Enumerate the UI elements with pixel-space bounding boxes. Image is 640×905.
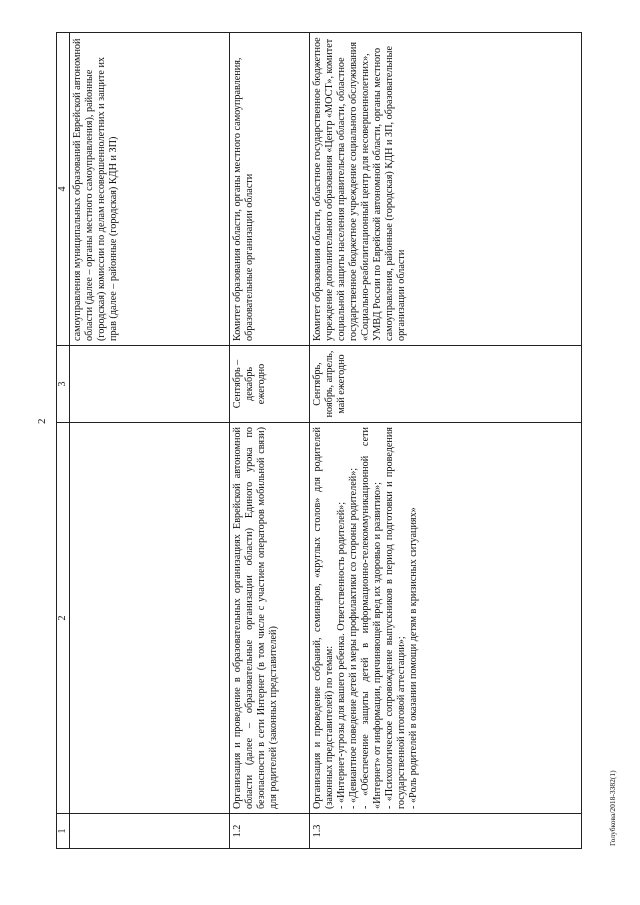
topic-item: - «Интернет-угрозы для вашего ребенка. Ответственность родителей»; xyxy=(335,501,347,809)
topics-intro: Организация и проведение собраний, семинаров, «круглых столов» для родителей (законных представителей) по темам: xyxy=(311,427,335,809)
table-header-row xyxy=(57,33,70,849)
column-header-2: 2 xyxy=(57,423,70,814)
table-cell-executors: Комитет образования области, областное государственное бюджетное учреждение дополнительного образования «Центр «МОСТ», комитет социальной защиты населения правительства области, областное государственное бюджетное учреждение социального обслуживания «Социально-реабилитационный центр для несовершеннолетних», УМВД России по Еврейской автономной области, органы местного самоуправления, районные (городская) КДН и ЗП, образовательные организации области xyxy=(309,33,581,346)
measures-table xyxy=(56,32,582,849)
table-cell-executors-continued: самоуправления муниципальных образований Еврейской автономной области (далее – органы местного самоуправления), районные (городская) комиссии по делам несовершеннолетних и защите их прав (далее – районные (городская) КДН и ЗП) xyxy=(69,33,229,346)
table-row xyxy=(309,33,581,849)
column-header-1: 1 xyxy=(57,814,70,849)
table-cell-period xyxy=(69,346,229,423)
table-cell-description xyxy=(309,423,581,814)
page-number: 2 xyxy=(36,418,48,424)
topic-item: - «Роль родителей в оказании помощи детям в кризисных ситуациях» xyxy=(408,507,420,809)
rotated-page-content xyxy=(56,37,590,849)
column-header-3: 3 xyxy=(57,346,70,423)
table-cell-description: Организация и проведение в образовательных организациях Еврейской автономной области (далее – образовательные организации области) Единого урока по безопасности в сети Интернет (в том числе с участием операторов мобильной связи) для родителей (законных представителей) xyxy=(229,423,309,814)
table-cell-executors: Комитет образования области, органы местного самоуправления, образовательные организации области xyxy=(229,33,309,346)
column-header-4: 4 xyxy=(57,33,70,346)
topic-item: - «Психологическое сопровождение выпускников в период подготовки и проведения государственной итоговой аттестации»; xyxy=(383,427,408,809)
table-cell-description xyxy=(69,423,229,814)
footer-document-code: Голубкова/2018-3382(1) xyxy=(608,770,617,846)
table-cell-period: Сентябрь, ноябрь, апрель, май ежегодно xyxy=(309,346,581,423)
table-cell-period: Сентябрь – декабрь ежегодно xyxy=(229,346,309,423)
table-row xyxy=(229,33,309,849)
table-cell-num: 1.3 xyxy=(309,814,581,849)
table-row xyxy=(69,33,229,849)
topic-item: - «Девиантное поведение детей и меры профилактики со стороны родителей»; xyxy=(347,467,359,809)
topic-item: - «Обеспечение защиты детей в информационно-телекоммуникационной сети «Интернет» от информации, причиняющей вред их здоровью и развитию»; xyxy=(359,427,383,809)
table-cell-num xyxy=(69,814,229,849)
table-cell-num: 1.2 xyxy=(229,814,309,849)
